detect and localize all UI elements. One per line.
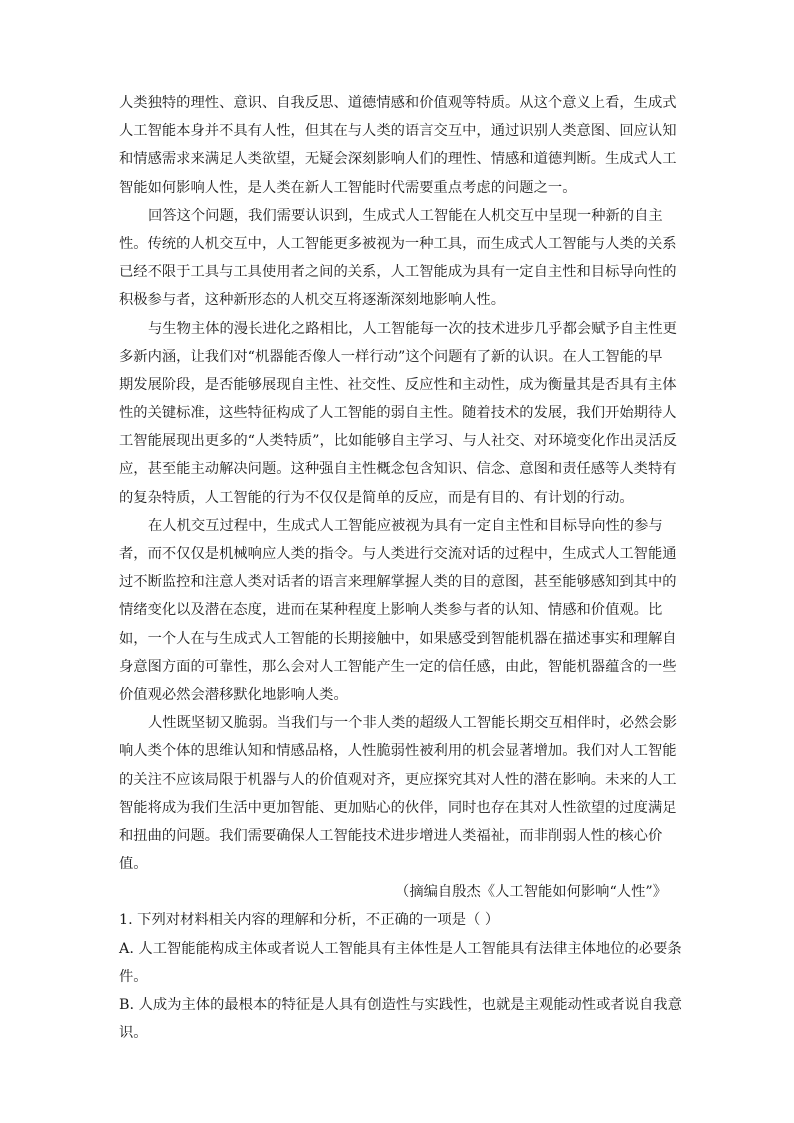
option-b-text: 识。 (119, 1025, 148, 1042)
text-line: 人性既坚韧又脆弱。当我们与一个非人类的超级人工智能长期交互相伴时，必然会影 (148, 715, 677, 732)
text-line: 与生物主体的漫长进化之路相比，人工智能每一次的技术进步几乎都会赋予自主性更 (148, 320, 677, 337)
text-line: 在人机交互过程中，生成式人工智能应被视为具有一定自主性和目标导向性的参与 (148, 517, 663, 534)
text-line: 智能将成为我们生活中更加智能、更加贴心的伙伴，同时也存在其对人性欲望的过度满足 (119, 799, 677, 816)
text-line: 响人类个体的思维认知和情感品格，人性脆弱性被利用的机会显著增加。我们对人工智能 (119, 743, 677, 760)
passage-paragraph-1 (119, 89, 677, 202)
text-line: 价值观必然会潜移默化地影响人类。 (119, 686, 348, 703)
question-1 (119, 906, 682, 1047)
text-line: 已经不限于工具与工具使用者之间的关系，人工智能成为具有一定自主性和目标导向性的 (119, 264, 677, 281)
text-line: 值。 (119, 856, 148, 873)
option-a-text: A. 人工智能能构成主体或者说人工智能具有主体性是人工智能具有法律主体地位的必要条 (119, 940, 682, 957)
option-a[interactable] (119, 935, 682, 991)
text-line: 情绪变化以及潜在态度，进而在某种程度上影响人类参与者的认知、情感和价值观。比 (119, 602, 663, 619)
text-line: 的关注不应该局限于机器与人的价值观对齐，更应探究其对人性的潜在影响。未来的人工 (119, 771, 677, 788)
text-line: 应，甚至能主动解决问题。这种强自主性概念包含知识、信念、意图和责任感等人类特有 (119, 461, 677, 478)
text-line: 积极参与者，这种新形态的人机交互将逐渐深刻地影响人性。 (119, 292, 506, 309)
text-line: 过不断监控和注意人类对话者的语言来理解掌握人类的目的意图，甚至能够感知到其中的 (119, 574, 677, 591)
option-b[interactable] (119, 991, 682, 1047)
question-stem: 1. 下列对材料相关内容的理解和分析，不正确的一项是（ ） (119, 912, 500, 929)
passage-paragraph-4 (119, 512, 677, 709)
text-line: 身意图方面的可靠性，那么会对人工智能产生一定的信任感，由此，智能机器蕴含的一些 (119, 658, 677, 675)
text-line: 工智能展现出更多的“人类特质”，比如能够自主学习、与人社交、对环境变化作出灵活反 (119, 433, 677, 450)
text-line: 智能如何影响人性，是人类在新人工智能时代需要重点考虑的问题之一。 (119, 179, 577, 196)
option-a-text: 件。 (119, 968, 148, 985)
text-line: 期发展阶段，是否能够展现自主性、社交性、反应性和主动性，成为衡量其是否具有主体 (119, 376, 677, 393)
text-line: 回答这个问题，我们需要认识到，生成式人工智能在人机交互中呈现一种新的自主 (148, 207, 663, 224)
text-line: 和扭曲的问题。我们需要确保人工智能技术进步增进人类福祉，而非削弱人性的核心价 (119, 827, 663, 844)
passage-paragraph-5 (119, 709, 677, 878)
text-line: 的复杂特质，人工智能的行为不仅仅是简单的反应，而是有目的、有计划的行动。 (119, 489, 634, 506)
text-line: 人类独特的理性、意识、自我反思、道德情感和价值观等特质。从这个意义上看，生成式 (119, 95, 677, 111)
source-citation: （摘编自殷杰《人工智能如何影响“人性”》 (395, 884, 667, 901)
option-b-text: B. 人成为主体的最根本的特征是人具有创造性与实践性，也就是主观能动性或者说自我意 (119, 997, 682, 1013)
passage-paragraph-3 (119, 315, 677, 512)
text-line: 多新内涵，让我们对“机器能否像人一样行动”这个问题有了新的认识。在人工智能的早 (119, 348, 663, 365)
text-line: 性的关键标准，这些特征构成了人工智能的弱自主性。随着技术的发展，我们开始期待人 (119, 405, 677, 422)
text-line: 性。传统的人机交互中，人工智能更多被视为一种工具，而生成式人工智能与人类的关系 (119, 235, 677, 252)
text-line: 如，一个人在与生成式人工智能的长期接触中，如果感受到智能机器在描述事实和理解自 (119, 630, 677, 647)
text-line: 人工智能本身并不具有人性，但其在与人类的语言交互中，通过识别人类意图、回应认知 (119, 123, 677, 140)
text-line: 者，而不仅仅是机械响应人类的指令。与人类进行交流对话的过程中，生成式人工智能通 (119, 546, 677, 562)
text-line: 和情感需求来满足人类欲望，无疑会深刻影响人们的理性、情感和道德判断。生成式人工 (119, 151, 677, 168)
document-body (119, 89, 682, 1047)
passage-paragraph-2 (119, 202, 677, 315)
